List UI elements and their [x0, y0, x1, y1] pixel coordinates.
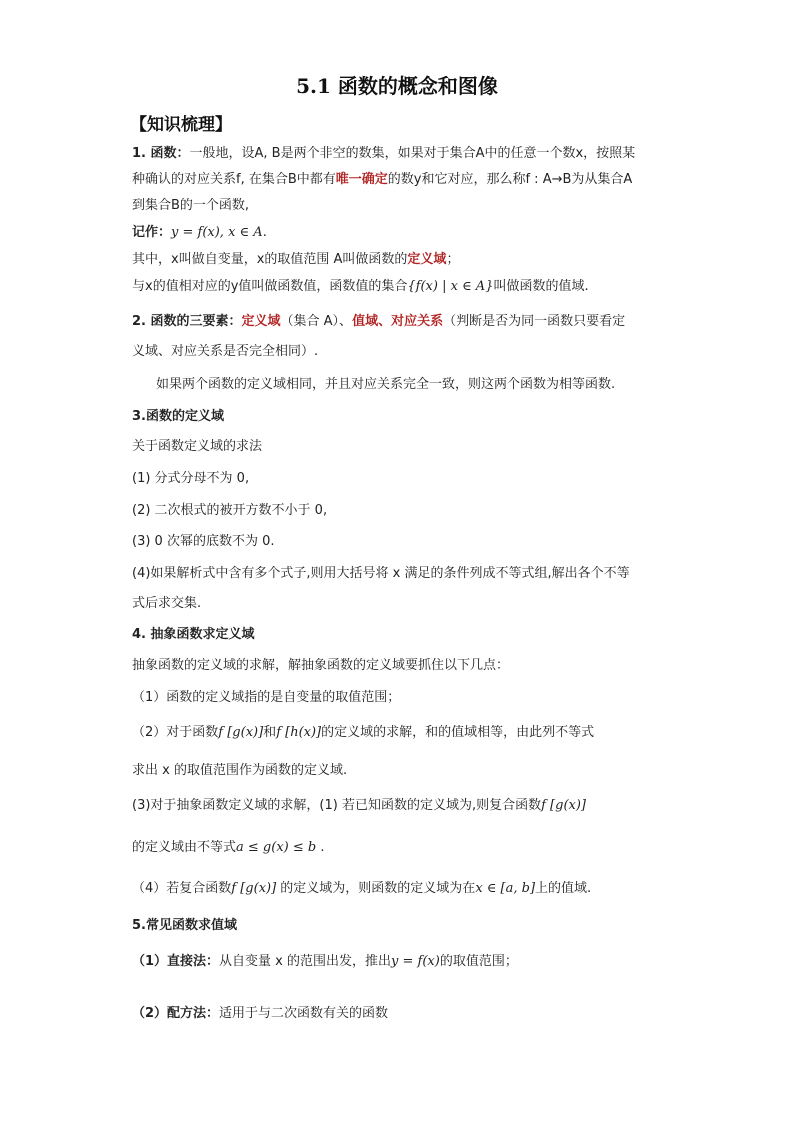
s1-line-2: [132, 171, 632, 189]
s1-line-5: [132, 251, 459, 269]
s2-line-2: 义域、对应关系是否完全相同）.: [132, 344, 319, 359]
s1-text-5a: 其中，x叫做自变量，x的取值范围 A叫做函数的: [132, 252, 408, 267]
s5-line-2: [132, 1005, 388, 1023]
s3-line-3: (2) 二次根式的被开方数不小于 0,: [132, 503, 328, 518]
s4-line-7: [132, 880, 591, 898]
s2-line-1: [132, 313, 625, 331]
s4-formula-composite: f [g(x)]: [541, 798, 586, 813]
s1-notation-formula: y = f(x), x ∈ A: [171, 225, 263, 240]
s4-text-6a: 的定义域由不等式: [132, 840, 237, 855]
s4-text-7b: 的定义域为，则函数的定义域为在: [276, 881, 476, 896]
s4-formula-composite-2: f [g(x)]: [231, 881, 277, 896]
s3-line-2: (1) 分式分母不为 0,: [132, 471, 250, 486]
s2-line-3: 如果两个函数的定义域相同，并且对应关系完全一致，则这两个函数为相等函数.: [156, 377, 616, 392]
s4-text-3a: （2）对于函数: [132, 725, 219, 740]
s5-line-1: [132, 953, 518, 971]
s4-text-5a: (3)对于抽象函数定义域的求解，(1) 若已知函数的定义域为,则复合函数: [132, 798, 542, 813]
s4-line-3: [132, 724, 594, 742]
s3-line-5: (4)如果解析式中含有多个式子,则用大括号将 x 满足的条件列成不等式组,解出各个不等: [132, 566, 630, 581]
s1-heading: 1. 函数：: [132, 146, 190, 161]
s1-text-6a: 与x的值相对应的y值叫做函数值，函数值的集合: [132, 279, 408, 294]
section-header: 【知识梳理】: [130, 115, 232, 135]
s1-text-6b: 叫做函数的值域.: [493, 279, 589, 294]
s4-formula-fg: f [g(x)]: [218, 725, 264, 740]
s5-heading: 5.常见函数求值域: [132, 918, 237, 933]
s4-line-6: [132, 839, 324, 857]
s4-text-6b: .: [316, 840, 325, 855]
s4-text-3b: 和: [263, 725, 277, 740]
s1-notation-period: .: [262, 225, 267, 240]
s5-method-direct: （1）直接法：: [132, 954, 220, 969]
s3-line-1: 关于函数定义域的求法: [132, 439, 263, 454]
s4-formula-fh: f [h(x)]: [276, 725, 322, 740]
s1-notation-label: 记作：: [132, 225, 172, 240]
s4-text-7c: 上的值域.: [535, 881, 592, 896]
s3-heading: 3.函数的定义域: [132, 409, 224, 424]
s1-line-3: 到集合B的一个函数,: [132, 198, 250, 213]
s4-text-3c: 的定义域的求解，和的值域相等，由此列不等式: [321, 725, 595, 740]
s4-line-2: （1）函数的定义域指的是自变量的取值范围；: [132, 690, 401, 705]
s1-line-4: [132, 224, 267, 242]
s1-text-1: 一般地，设A, B是两个非空的数集，如果对于集合A中的任意一个数x，按照某: [189, 146, 636, 161]
s2-heading: 2. 函数的三要素：: [132, 314, 242, 329]
s2-highlight-domain: 定义域: [241, 314, 281, 329]
s2-text-1: （集合 A）、: [280, 314, 353, 329]
s1-line-1: [132, 145, 635, 163]
s2-text-2: （判断是否为同一函数只要看定: [443, 314, 626, 329]
s1-range-formula: {f(x) | x ∈ A}: [407, 279, 494, 294]
s3-line-4: (3) 0 次幂的底数不为 0.: [132, 534, 275, 549]
s5-method-square: （2）配方法：: [132, 1006, 220, 1021]
s1-highlight-domain: 定义域: [407, 252, 447, 267]
s4-heading: 4. 抽象函数求定义域: [132, 627, 255, 642]
s2-highlight-range-mapping: 值域、对应关系: [352, 314, 444, 329]
s4-line-4: 求出 x 的取值范围作为函数的定义域.: [132, 763, 348, 778]
s1-line-6: [132, 278, 589, 296]
s5-text-1b: 的取值范围；: [439, 954, 518, 969]
s5-formula-y: y = f(x): [391, 954, 440, 969]
s4-line-1: 抽象函数的定义域的求解，解抽象函数的定义域要抓住以下几点：: [132, 658, 510, 673]
s1-text-2b: 的数y和它对应，那么称f : A→B为从集合A: [387, 172, 633, 187]
s4-line-5: [132, 797, 586, 815]
s1-highlight-unique: 唯一确定: [335, 172, 388, 187]
s4-interval: x ∈ [a, b]: [475, 881, 536, 896]
s1-text-2a: 种确认的对应关系f, 在集合B中都有: [132, 172, 336, 187]
s5-text-1a: 从自变量 x 的范围出发，推出: [219, 954, 392, 969]
s4-inequality: a ≤ g(x) ≤ b: [236, 840, 317, 855]
s5-text-2a: 适用于与二次函数有关的函数: [219, 1006, 389, 1021]
s3-line-6: 式后求交集.: [132, 596, 202, 611]
page-title: 5.1 函数的概念和图像: [296, 74, 498, 98]
s1-text-5b: ；: [446, 252, 460, 267]
s4-text-7a: （4）若复合函数: [132, 881, 232, 896]
